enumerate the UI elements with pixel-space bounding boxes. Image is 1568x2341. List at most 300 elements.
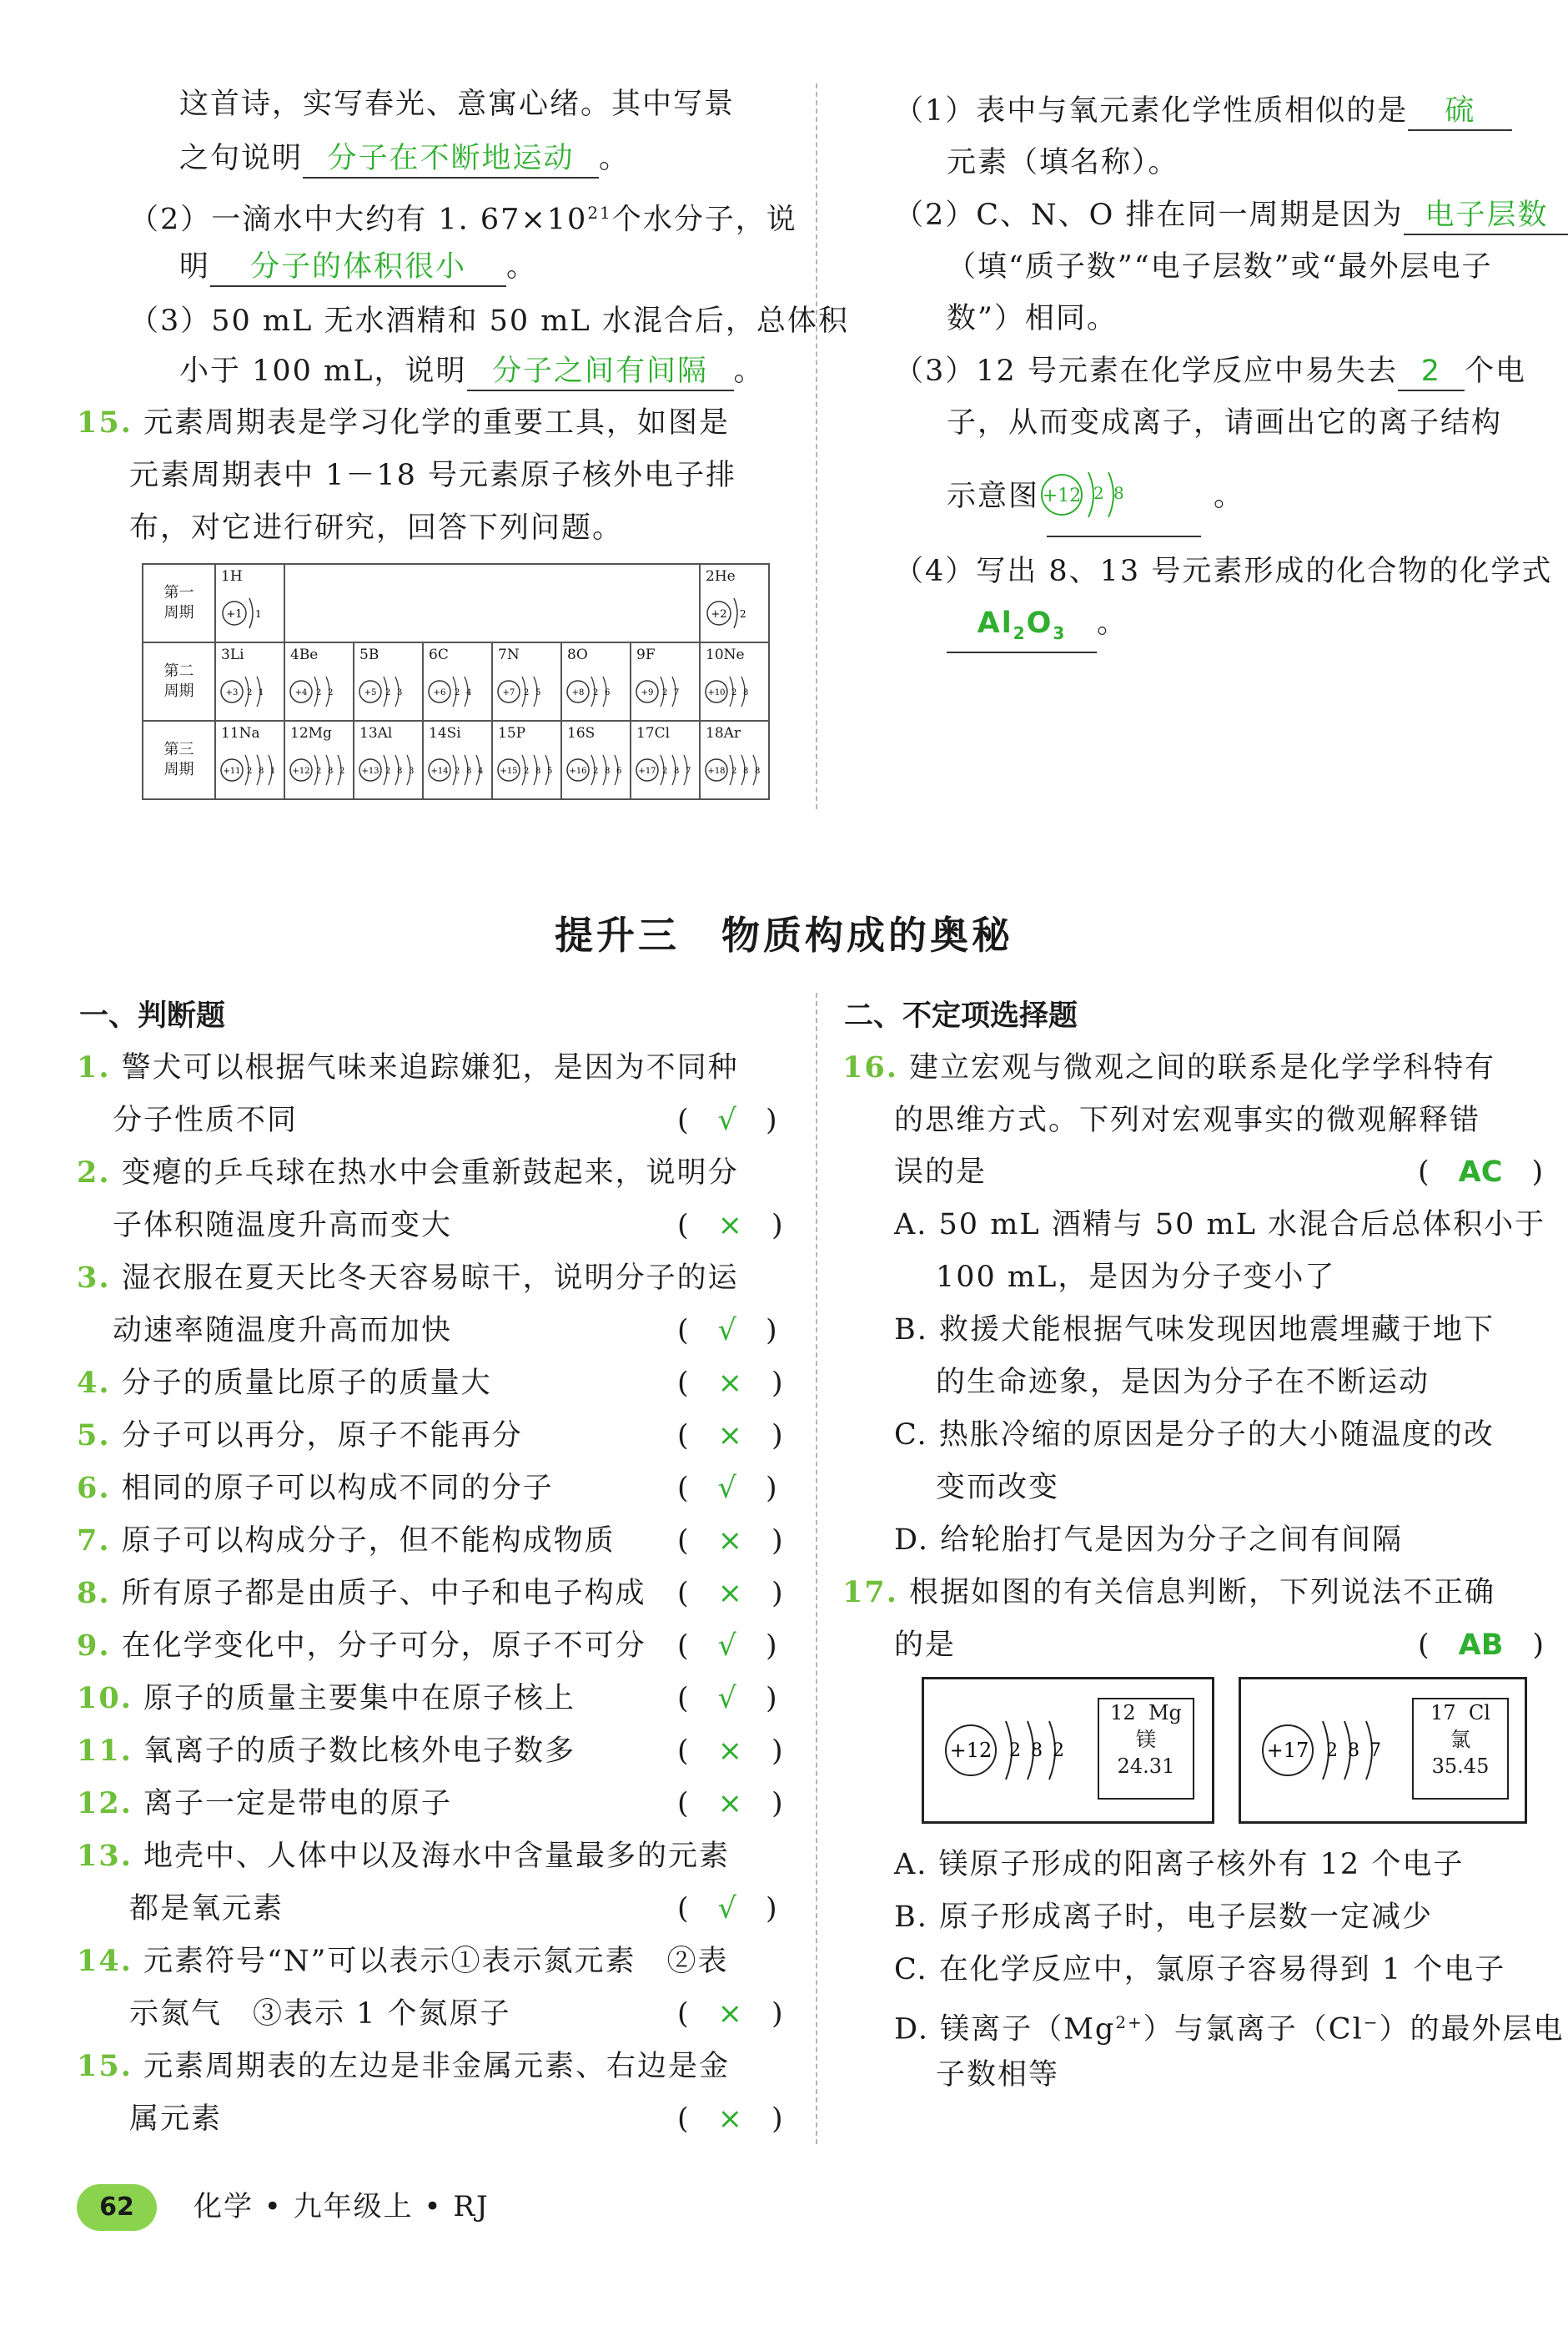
atom-diagram (219, 668, 283, 715)
text: 相同的原子可以构成不同的分子 (110, 1472, 554, 1505)
text: 离子一定是带电的原子 (132, 1787, 453, 1820)
r3-line-3a: 示意图 (947, 480, 1040, 513)
nucleus-label: +18 (707, 767, 726, 776)
judge-item-line-2: 分子性质不同 (113, 1104, 299, 1137)
r4-line-1: （4）写出 8、13 号元素形成的化合物的化学式 (894, 555, 1553, 588)
shell-count: 2 (731, 767, 737, 776)
nucleus-label: +9 (641, 688, 654, 697)
answer-blank: 分子之间有间隔 (467, 353, 734, 391)
text: （2）C、N、O 排在同一周期是因为 (894, 199, 1404, 232)
judge-answer: ( × ) (677, 1419, 783, 1452)
answer-blank: 分子的体积很小 (210, 249, 506, 287)
r4-line-2 (947, 602, 1128, 653)
judge-answer: ( × ) (677, 1524, 783, 1558)
text: 变瘪的乒乓球在热水中会重新鼓起来，说明分 (110, 1156, 739, 1190)
judge-answer: ( √ ) (677, 1892, 777, 1926)
text: 。 (733, 355, 765, 388)
shell-count: 1 (259, 688, 264, 697)
element-cell (492, 642, 561, 721)
shell-count: 7 (674, 688, 680, 697)
shell-count: 8 (1113, 483, 1124, 503)
text: 个水分子，说 (611, 203, 797, 237)
text: 警犬可以根据气味来追踪嫌犯，是因为不同种 (110, 1051, 739, 1085)
question-number: 15. (77, 405, 133, 440)
atom-diagram (635, 747, 698, 793)
judge-answer: ( √ ) (677, 1472, 777, 1505)
answer-mark: × (717, 1419, 742, 1452)
shell-count: 8 (605, 767, 611, 776)
question-number: 14. (77, 1944, 133, 1978)
atomic-mass: 35.45 (1431, 1754, 1490, 1778)
r3-line-3b: 。 (1214, 480, 1245, 513)
r1-line-1 (894, 90, 1512, 132)
element-name: 8O (567, 647, 588, 663)
atom-diagram (219, 590, 283, 637)
nucleus-label: +12 (292, 767, 310, 776)
superscript: − (1363, 2012, 1380, 2032)
formula-subscript: 2 (1013, 623, 1027, 643)
element-name: 18Ar (706, 725, 741, 742)
nucleus-label: +10 (707, 688, 726, 697)
question-number: 12. (77, 1786, 133, 1820)
nucleus-label: +13 (361, 767, 379, 776)
nucleus-label: +14 (430, 767, 449, 776)
text: 根据如图的有关信息判断，下列说法不正确 (909, 1576, 1496, 1609)
q16-option-a-1: A. 50 mL 酒精与 50 mL 水混合后总体积小于 (894, 1208, 1546, 1241)
shell-count: 2 (740, 608, 746, 620)
text: 分子的质量比原子的质量大 (110, 1367, 492, 1400)
text: （2）一滴水中大约有 1. 67×10 (129, 203, 588, 237)
nucleus-label: +1 (226, 608, 243, 621)
text: 。 (1097, 607, 1128, 640)
shell-count: 8 (466, 767, 472, 776)
element-name: 氯 (1450, 1728, 1470, 1751)
judge-item-line-2: 子体积随温度升高而变大 (113, 1209, 453, 1242)
q16-line-2: 的思维方式。下列对宏观事实的微观解释错 (894, 1104, 1481, 1137)
atom-diagram (358, 668, 421, 715)
column-divider (816, 993, 817, 2144)
shell-count: 8 (328, 767, 334, 776)
element-cell (700, 642, 769, 721)
judge-item-line-2: 示氮气 ③表示 1 个氮原子 (129, 1997, 511, 2031)
element-symbol: Mg (1148, 1701, 1182, 1724)
judge-item (77, 1783, 452, 1825)
q16-option-b-2: 的生命迹象，是因为分子在不断运动 (936, 1366, 1430, 1399)
element-name: 3Li (221, 647, 244, 663)
shell-count: 8 (535, 767, 541, 776)
shell-count: 8 (259, 767, 264, 776)
r1-line-2: 元素（填名称）。 (947, 146, 1179, 179)
superscript: 21 (587, 203, 612, 223)
judge-item (77, 1730, 575, 1772)
judge-answer: ( √ ) (677, 1629, 777, 1663)
element-cell (631, 721, 700, 799)
text: 之句说明 (179, 142, 304, 175)
atom-diagram (704, 668, 767, 715)
shell-count: 2 (316, 767, 322, 776)
answer-blank: 2 (1398, 353, 1465, 391)
period-label: 第三 周期 (143, 721, 215, 799)
atomic-number: 17 (1430, 1701, 1456, 1724)
period-label: 第一 周期 (143, 564, 215, 642)
shell-count: 2 (247, 688, 253, 697)
text: 在化学变化中，分子可分，原子不可分 (110, 1629, 646, 1663)
answer-mark: × (717, 1734, 742, 1768)
element-name: 15P (498, 725, 526, 742)
element-cell (561, 642, 631, 721)
element-name: 9F (636, 647, 656, 663)
shell-count: 2 (247, 767, 253, 776)
judge-item (77, 1152, 739, 1194)
text: 明 (179, 250, 211, 284)
answer-mark: × (717, 1997, 742, 2031)
nucleus-label: +5 (364, 688, 377, 697)
text: （3）12 号元素在化学反应中易失去 (894, 355, 1398, 388)
shell-count: 4 (478, 767, 484, 776)
judge-item (77, 1520, 616, 1562)
nucleus-label: +2 (711, 608, 727, 621)
q15-line-2: 元素周期表中 1－18 号元素原子核外电子排 (129, 459, 737, 492)
formula-part: Al (977, 607, 1013, 640)
empty-cell (423, 564, 492, 642)
shell-count: 5 (535, 688, 541, 697)
answer-mark: √ (717, 1104, 736, 1137)
text: 原子的质量主要集中在原子核上 (132, 1682, 576, 1715)
answer: AB (1458, 1629, 1504, 1662)
shell-count: 2 (731, 688, 737, 697)
atom-diagram (358, 747, 421, 793)
period-2-row (143, 642, 769, 721)
shell-count: 2 (1093, 483, 1104, 503)
q17-line-2: 的是 (894, 1629, 957, 1662)
judge-item-line-2: 都是氧元素 (129, 1892, 284, 1926)
answer-blank (947, 605, 1097, 653)
q16-option-c-2: 变而改变 (936, 1471, 1060, 1504)
answer-mark: × (717, 1367, 742, 1400)
element-name: 7N (498, 647, 520, 663)
q14-3-line-1: （3）50 mL 无水酒精和 50 mL 水混合后，总体积 (129, 305, 849, 338)
element-cell (700, 721, 769, 799)
judge-answer: ( × ) (677, 1367, 783, 1400)
answer-blank: 硫 (1408, 93, 1512, 131)
superscript: 2+ (1115, 2012, 1143, 2032)
q17-line-1 (842, 1572, 1495, 1614)
question-number: 11. (77, 1734, 133, 1768)
element-number-symbol (1414, 1699, 1507, 1726)
element-name: 6C (429, 647, 449, 663)
shell-count: 7 (686, 767, 691, 776)
choice-heading: 二、不定项选择题 (844, 999, 1078, 1033)
shell-count: 8 (743, 767, 749, 776)
shell-count: 1 (270, 767, 276, 776)
judge-item (77, 1941, 728, 1982)
question-number: 5. (77, 1418, 111, 1452)
element-name: 1H (221, 568, 243, 585)
answer-blank: 电子层数 (1404, 197, 1568, 235)
judge-heading: 一、判断题 (79, 999, 226, 1033)
element-cell (284, 642, 354, 721)
r3-line-2: 子，从而变成离子，请画出它的离子结构 (947, 406, 1503, 440)
nucleus-label: +4 (294, 688, 308, 697)
r2-line-1 (894, 194, 1568, 236)
q16-option-b-1: B. 救援犬能根据气味发现因地震埋藏于地下 (894, 1313, 1495, 1347)
text: 建立宏观与微观之间的联系是化学学科特有 (909, 1051, 1496, 1085)
mg-info-figure (922, 1677, 1214, 1824)
q16-line-3: 误的是 (894, 1155, 988, 1189)
ion-structure-answer (1038, 457, 1205, 541)
nucleus-label: +17 (638, 767, 656, 776)
answer: AC (1458, 1155, 1503, 1189)
nucleus-label: +12 (949, 1739, 993, 1762)
shell-count: 4 (466, 688, 472, 697)
shell-count: 2 (1009, 1740, 1021, 1761)
answer-mark: × (717, 1524, 742, 1558)
element-symbol: Cl (1468, 1701, 1490, 1724)
atom-diagram (496, 668, 560, 715)
text: 湿衣服在夏天比冬天容易晾干，说明分子的运 (110, 1261, 739, 1295)
question-number: 16. (842, 1050, 898, 1085)
element-number-symbol (1099, 1699, 1193, 1726)
element-cell (423, 642, 492, 721)
text: 。 (599, 142, 631, 175)
shell-count: 2 (328, 688, 334, 697)
judge-answer: ( × ) (677, 2102, 783, 2136)
q16-option-d: D. 给轮胎打气是因为分子之间有间隔 (894, 1523, 1404, 1557)
atom-diagram (496, 747, 560, 793)
text: 所有原子都是由质子、中子和电子构成 (110, 1577, 646, 1610)
r2-line-3: 数”）相同。 (947, 302, 1118, 335)
element-name: 5B (359, 647, 379, 663)
answer-mark: √ (717, 1472, 736, 1505)
text: ）的最外层电 (1379, 2012, 1565, 2046)
q15-line-3: 布，对它进行研究，回答下列问题。 (129, 511, 624, 545)
element-cell (492, 721, 561, 799)
shell-count: 2 (455, 767, 460, 776)
answer-mark: × (717, 1577, 742, 1610)
judge-item (77, 1362, 492, 1404)
empty-cell (631, 564, 700, 642)
answer-mark: × (717, 2102, 742, 2136)
text: 。 (506, 250, 538, 284)
column-divider (816, 83, 817, 809)
shell-count: 7 (1369, 1740, 1381, 1761)
answer-mark: √ (717, 1682, 736, 1715)
answer-mark: × (717, 1209, 742, 1242)
shell-count: 8 (1031, 1740, 1043, 1761)
atom-diagram (635, 668, 698, 715)
period-3-row (143, 721, 769, 799)
nucleus-label: +6 (433, 688, 446, 697)
mg-atom-diagram (941, 1704, 1099, 1796)
element-cell (631, 642, 700, 721)
shell-count: 3 (409, 767, 415, 776)
atomic-mass: 24.31 (1117, 1754, 1175, 1778)
q14-2-line-1 (129, 192, 797, 241)
shell-count: 2 (524, 767, 530, 776)
judge-answer: ( × ) (677, 1997, 783, 2031)
shell-count: 3 (397, 688, 403, 697)
element-name: 11Na (221, 725, 260, 742)
answer-mark: √ (717, 1629, 736, 1663)
q17-option-d-1 (894, 2001, 1565, 2051)
element-name: 10Ne (706, 647, 745, 663)
element-name: 镁 (1136, 1728, 1156, 1751)
shell-count: 2 (385, 767, 391, 776)
element-name: 14Si (429, 725, 461, 742)
question-number: 15. (77, 2049, 133, 2083)
text: 元素符号“N”可以表示①表示氮元素 ②表 (132, 1945, 729, 1978)
judge-item (77, 1257, 739, 1299)
question-number: 2. (77, 1155, 111, 1190)
atom-diagram (704, 747, 767, 793)
shell-count: 2 (662, 767, 668, 776)
shell-count: 2 (1053, 1740, 1064, 1761)
element-cell (700, 564, 769, 642)
shell-count: 2 (385, 688, 391, 697)
judge-item (77, 2046, 730, 2087)
text: D. 镁离子（Mg (894, 2012, 1116, 2046)
question-number: 17. (842, 1575, 898, 1609)
text: 氧离子的质子数比核外电子数多 (132, 1734, 576, 1768)
answer-blank: 分子在不断地运动 (303, 140, 599, 179)
shell-count: 8 (755, 767, 761, 776)
q17-answer: ( AB ) (1418, 1629, 1545, 1662)
section-title: 提升三 物质构成的奥秘 (555, 913, 1013, 958)
q16-answer: ( AC ) (1418, 1155, 1544, 1189)
nucleus-label: +17 (1266, 1739, 1309, 1762)
text: 原子可以构成分子，但不能构成物质 (110, 1524, 616, 1558)
judge-answer: ( × ) (677, 1209, 783, 1242)
element-cell (354, 721, 423, 799)
element-cell (423, 721, 492, 799)
text: 分子可以再分，原子不能再分 (110, 1419, 523, 1452)
shell-count: 2 (339, 767, 345, 776)
judge-answer: ( × ) (677, 1577, 783, 1610)
nucleus-label: +15 (500, 767, 518, 776)
shell-count: 6 (605, 688, 611, 697)
q15-line-1 (77, 402, 730, 444)
question-number: 6. (77, 1471, 111, 1505)
question-number: 1. (77, 1050, 111, 1085)
element-cell (284, 721, 354, 799)
nucleus-label: +7 (502, 688, 515, 697)
nucleus-label: +11 (223, 767, 241, 776)
element-cell (561, 721, 631, 799)
q17-option-c: C. 在化学反应中，氯原子容易得到 1 个电子 (894, 1953, 1506, 1986)
footer-book-title: 化学 • 九年级上 • RJ (193, 2190, 490, 2223)
empty-cell (561, 564, 631, 642)
formula-subscript: 3 (1053, 623, 1067, 643)
formula-part: O (1026, 607, 1053, 640)
atom-diagram (289, 668, 352, 715)
atom-diagram (427, 747, 490, 793)
periodic-table-figure (142, 563, 770, 800)
shell-count: 2 (1326, 1740, 1338, 1761)
shell-count: 1 (255, 608, 262, 620)
shell-count: 2 (593, 767, 599, 776)
element-name: 4Be (290, 647, 319, 663)
judge-item-line-2: 动速率随温度升高而加快 (113, 1314, 453, 1347)
q16-option-a-2: 100 mL，是因为分子变小了 (936, 1261, 1336, 1294)
shell-count: 2 (662, 688, 668, 697)
q14-2-line-2 (179, 246, 537, 288)
q17-option-b: B. 原子形成离子时，电子层数一定减少 (894, 1900, 1433, 1934)
text: 元素周期表是学习化学的重要工具，如图是 (143, 406, 731, 440)
element-cell (215, 721, 284, 799)
judge-answer: ( √ ) (677, 1104, 777, 1137)
poem-line-1: 这首诗，实写春光、意寓心绪。其中写景 (179, 88, 736, 121)
text: 地壳中、人体中以及海水中含量最多的元素 (132, 1840, 731, 1873)
shell-count: 2 (455, 688, 460, 697)
question-number: 4. (77, 1366, 111, 1400)
judge-answer: ( √ ) (677, 1314, 777, 1347)
q17-option-d-2: 子数相等 (936, 2058, 1060, 2092)
nucleus-label: +3 (225, 688, 239, 697)
shell-count: 8 (397, 767, 403, 776)
cl-element-card (1412, 1698, 1509, 1800)
q17-option-a: A. 镁原子形成的阳离子核外有 12 个电子 (894, 1848, 1465, 1881)
judge-item (77, 1625, 646, 1667)
answer-mark: √ (717, 1314, 736, 1347)
atom-diagram (427, 668, 490, 715)
shell-count: 2 (316, 688, 322, 697)
question-number: 8. (77, 1576, 111, 1610)
shell-count: 2 (524, 688, 530, 697)
cl-info-figure (1239, 1677, 1527, 1824)
period-label: 第二 周期 (143, 642, 215, 721)
atomic-number: 12 (1110, 1701, 1136, 1724)
element-name: 13Al (359, 725, 393, 742)
text: ）与氯离子（Cl (1143, 2012, 1364, 2046)
shell-count: 2 (593, 688, 599, 697)
judge-answer: ( √ ) (677, 1682, 777, 1715)
q16-line-1 (842, 1047, 1495, 1089)
text: 小于 100 mL，说明 (179, 355, 467, 388)
page-number-badge: 62 (77, 2184, 157, 2231)
cl-atom-diagram (1258, 1704, 1416, 1796)
shell-count: 8 (743, 688, 749, 697)
shell-count: 8 (674, 767, 680, 776)
answer-mark: × (717, 1787, 742, 1820)
answer-mark: √ (717, 1892, 736, 1926)
judge-item (77, 1678, 575, 1719)
atom-diagram (289, 747, 352, 793)
text: （1）表中与氧元素化学性质相似的是 (894, 94, 1409, 128)
judge-item-line-2: 属元素 (129, 2102, 223, 2136)
question-number: 10. (77, 1681, 133, 1715)
r2-line-2: （填“质子数”“电子层数”或“最外层电子 (947, 250, 1493, 284)
element-cell (215, 564, 284, 642)
question-number: 13. (77, 1839, 133, 1873)
shell-count: 6 (616, 767, 622, 776)
element-name: 17Cl (636, 725, 671, 742)
element-name: 16S (567, 725, 596, 742)
mg-element-card (1098, 1698, 1194, 1800)
poem-line-2 (179, 138, 630, 179)
judge-item (77, 1415, 523, 1457)
nucleus-label: +8 (571, 688, 585, 697)
q14-3-line-2 (179, 350, 765, 392)
question-number: 9. (77, 1629, 111, 1663)
atom-diagram (704, 590, 767, 637)
shell-count: 5 (547, 767, 553, 776)
atom-diagram (565, 668, 629, 715)
question-number: 3. (77, 1261, 111, 1295)
empty-cell (284, 564, 354, 642)
text: 元素周期表的左边是非金属元素、右边是金 (132, 2050, 731, 2083)
r3-line-1 (894, 350, 1526, 392)
nucleus-label: +16 (569, 767, 587, 776)
